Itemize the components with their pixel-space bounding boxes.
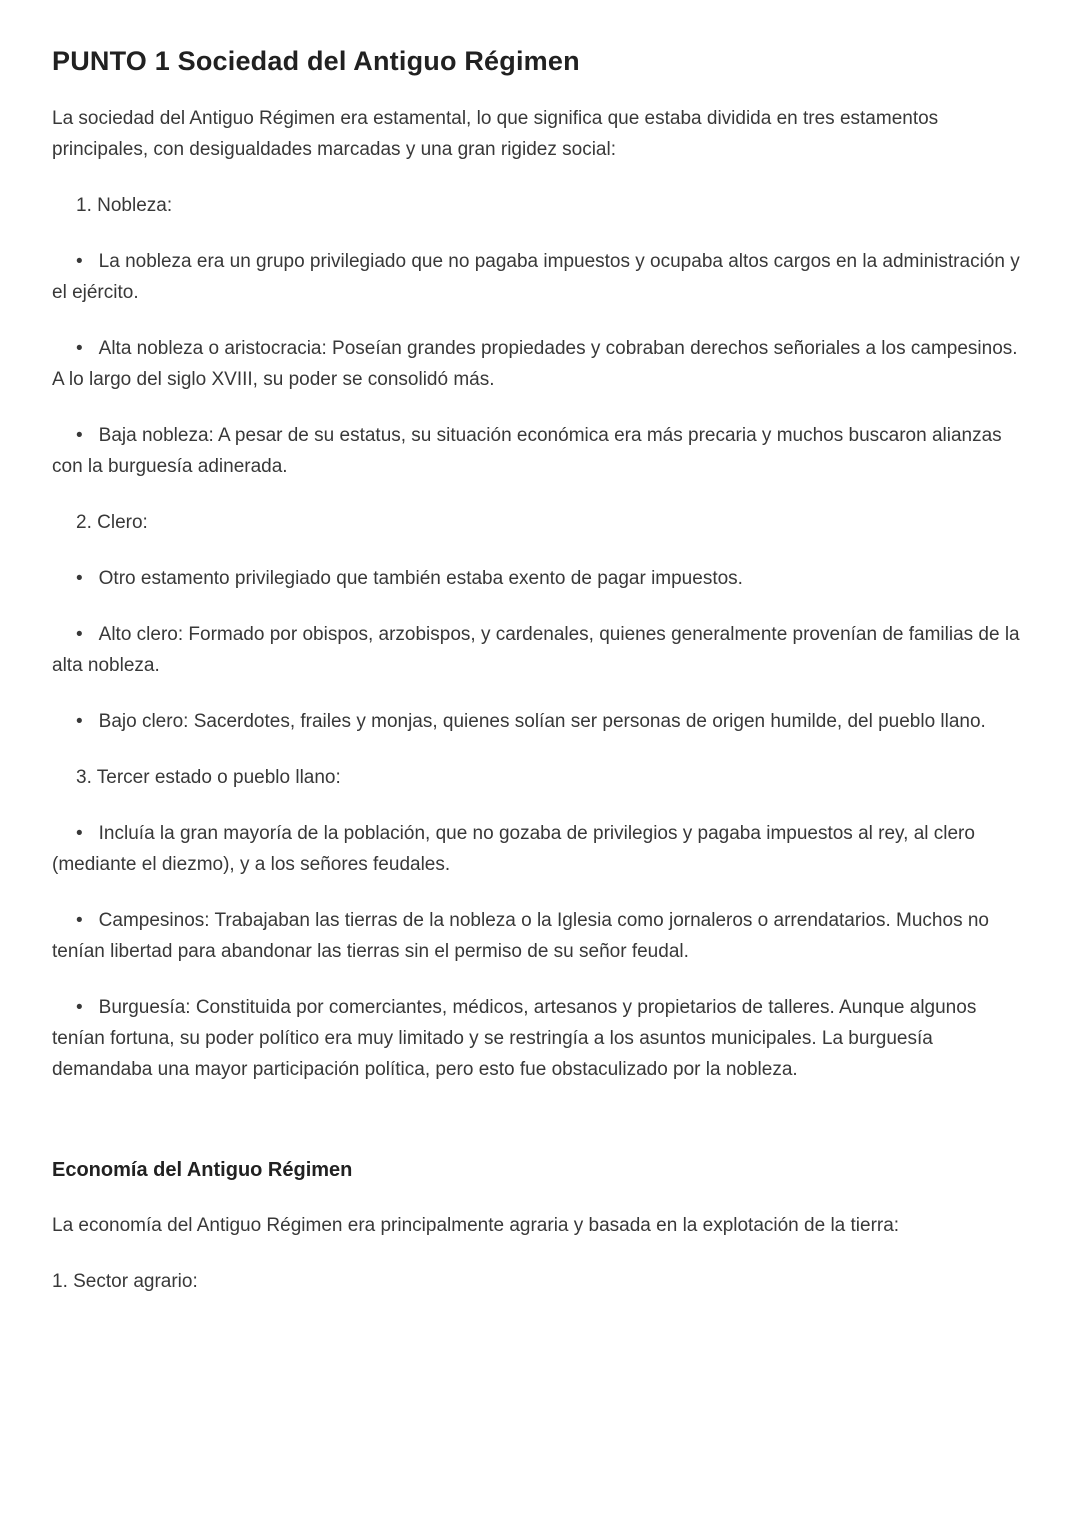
bullet-icon: • [76, 910, 83, 931]
bullet-icon: • [76, 251, 83, 272]
bullet-text: Baja nobleza: A pesar de su estatus, su situación económica era más precaria y muchos buscaron alianzas con la burguesía adinerada. [52, 425, 1002, 477]
numbered-item-nobleza: 1. Nobleza: [76, 195, 173, 216]
bullet-icon: • [76, 425, 83, 446]
bullet-text: Alto clero: Formado por obispos, arzobispos, y cardenales, quienes generalmente provenían de familias de la alta nobleza. [52, 624, 1020, 676]
page-title: PUNTO 1 Sociedad del Antiguo Régimen [52, 46, 580, 76]
bullet-item-clero-3 [52, 706, 1028, 737]
bullet-item-nobleza-3 [52, 420, 1028, 482]
bullet-item-nobleza-1 [52, 246, 1028, 308]
bullet-icon: • [76, 624, 83, 645]
numbered-item-clero: 2. Clero: [76, 512, 148, 533]
numbered-item-sector-agrario: 1. Sector agrario: [52, 1271, 198, 1292]
bullet-item-tercer-estado-2 [52, 905, 1028, 967]
bullet-icon: • [76, 823, 83, 844]
economia-intro-paragraph: La economía del Antiguo Régimen era principalmente agraria y basada en la explotación de la tierra: [52, 1215, 900, 1236]
bullet-text: La nobleza era un grupo privilegiado que no pagaba impuestos y ocupaba altos cargos en la administración y el ejército. [52, 251, 1020, 303]
intro-paragraph: La sociedad del Antiguo Régimen era estamental, lo que significa que estaba dividida en tres estamentos principales, con desigualdades marcadas y una gran rigidez social: [52, 108, 939, 160]
bullet-text: Burguesía: Constituida por comerciantes, médicos, artesanos y propietarios de talleres. Aunque algunos tenían fortuna, su poder político era muy limitado y se restringía a los asuntos municipales. La burguesía demandaba una mayor participación política, pero esto fue obstaculizado por la nobleza. [52, 997, 977, 1080]
bullet-item-clero-1 [52, 563, 1028, 594]
bullet-text: Alta nobleza o aristocracia: Poseían grandes propiedades y cobraban derechos señoriales a los campesinos. A lo largo del siglo XVIII, su poder se consolidó más. [52, 338, 1018, 390]
bullet-item-clero-2 [52, 619, 1028, 681]
bullet-item-tercer-estado-1 [52, 818, 1028, 880]
bullet-text: Bajo clero: Sacerdotes, frailes y monjas, quienes solían ser personas de origen humilde, del pueblo llano. [98, 711, 986, 732]
bullet-item-tercer-estado-3 [52, 992, 1028, 1085]
section-heading-economia: Economía del Antiguo Régimen [52, 1159, 353, 1181]
numbered-item-tercer-estado: 3. Tercer estado o pueblo llano: [76, 767, 341, 788]
bullet-item-nobleza-2 [52, 333, 1028, 395]
bullet-icon: • [76, 997, 83, 1018]
bullet-text: Otro estamento privilegiado que también estaba exento de pagar impuestos. [98, 568, 743, 589]
bullet-text: Incluía la gran mayoría de la población, que no gozaba de privilegios y pagaba impuestos al rey, al clero (mediante el diezmo), y a los señores feudales. [52, 823, 975, 875]
bullet-icon: • [76, 568, 83, 589]
bullet-icon: • [76, 711, 83, 732]
bullet-icon: • [76, 338, 83, 359]
bullet-text: Campesinos: Trabajaban las tierras de la nobleza o la Iglesia como jornaleros o arrendatarios. Muchos no tenían libertad para abandonar las tierras sin el permiso de su señor feudal. [52, 910, 989, 962]
